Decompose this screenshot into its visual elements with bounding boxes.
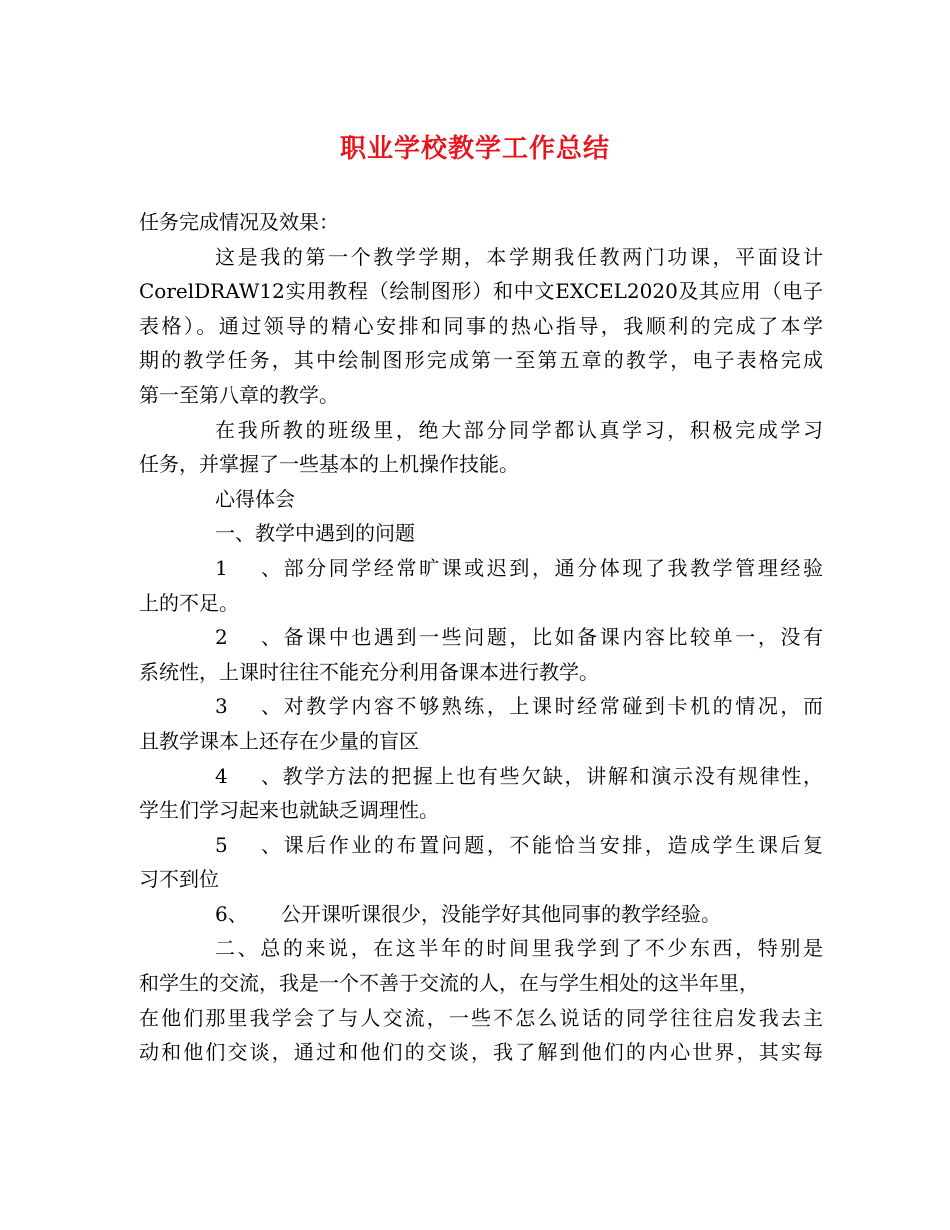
paragraph-line: 动和他们交谈，通过和他们的交谈，我了解到他们的内心世界，其实每: [139, 1040, 823, 1065]
numbered-item: [139, 689, 823, 724]
item-number: 4、: [215, 763, 281, 788]
paragraph-line: 这是我的第一个教学学期，本学期我任教两门功课，平面设计: [215, 244, 823, 269]
document-body: [139, 205, 823, 1070]
paragraph-line: 上的不足。: [139, 590, 239, 615]
paragraph-line: 表格）。通过领导的精心安排和同事的热心指导，我顺利的完成了本学: [139, 313, 823, 338]
item-text: 部分同学经常旷课或迟到，通分体现了我教学管理经验: [281, 555, 823, 580]
item-text: 公开课听课很少，没能学好其他同事的教学经验。: [281, 901, 721, 926]
numbered-item: [139, 759, 823, 794]
numbered-item: [139, 620, 823, 655]
paragraph-line: 期的教学任务，其中绘制图形完成第一至第五章的教学，电子表格完成: [139, 348, 823, 373]
paragraph-line: 第一至第八章的教学。: [139, 382, 339, 407]
paragraph-line: 在我所教的班级里，绝大部分同学都认真学习，积极完成学习: [215, 417, 823, 442]
document-title: 职业学校教学工作总结: [339, 134, 610, 164]
item-text: 教学方法的把握上也有些欠缺，讲解和演示没有规律性，: [281, 763, 823, 788]
paragraph-line: 学生们学习起来也就缺乏调理性。: [139, 798, 439, 823]
paragraph-line: 在他们那里我学会了与人交流，一些不怎么说话的同学往往启发我去主: [139, 1005, 823, 1030]
numbered-item: [139, 897, 823, 932]
item-number: 5、: [215, 832, 281, 857]
item-number: 3、: [215, 694, 281, 719]
item-number: 2、: [215, 625, 281, 650]
paragraph-line: 习不到位: [139, 867, 219, 892]
paragraph-line: 一、教学中遇到的问题: [215, 521, 415, 546]
numbered-item: [139, 828, 823, 863]
paragraph-line: 任务，并掌握了一些基本的上机操作技能。: [139, 452, 519, 477]
item-text: 对教学内容不够熟练，上课时经常碰到卡机的情况，而: [281, 694, 823, 719]
numbered-item: [139, 551, 823, 586]
item-text: 课后作业的布置问题，不能恰当安排，造成学生课后复: [281, 832, 823, 857]
item-number: 6、: [215, 901, 248, 926]
item-text: 备课中也遇到一些问题，比如备课内容比较单一，没有: [281, 625, 823, 650]
paragraph-line: 且教学课本上还存在少量的盲区: [139, 728, 419, 753]
paragraph-line: 二、总的来说，在这半年的时间里我学到了不少东西，特别是: [215, 936, 823, 961]
paragraph-line: 系统性，上课时往往不能充分利用备课本进行教学。: [139, 659, 599, 684]
paragraph-line: 任务完成情况及效果：: [139, 210, 339, 234]
item-number: 1、: [215, 555, 281, 580]
paragraph-line: 和学生的交流，我是一个不善于交流的人，在与学生相处的这半年里，: [139, 971, 759, 996]
paragraph-line: 心得体会: [215, 486, 295, 511]
paragraph-line: CorelDRAW12实用教程（绘制图形）和中文EXCEL2020及其应用（电子: [139, 279, 823, 304]
